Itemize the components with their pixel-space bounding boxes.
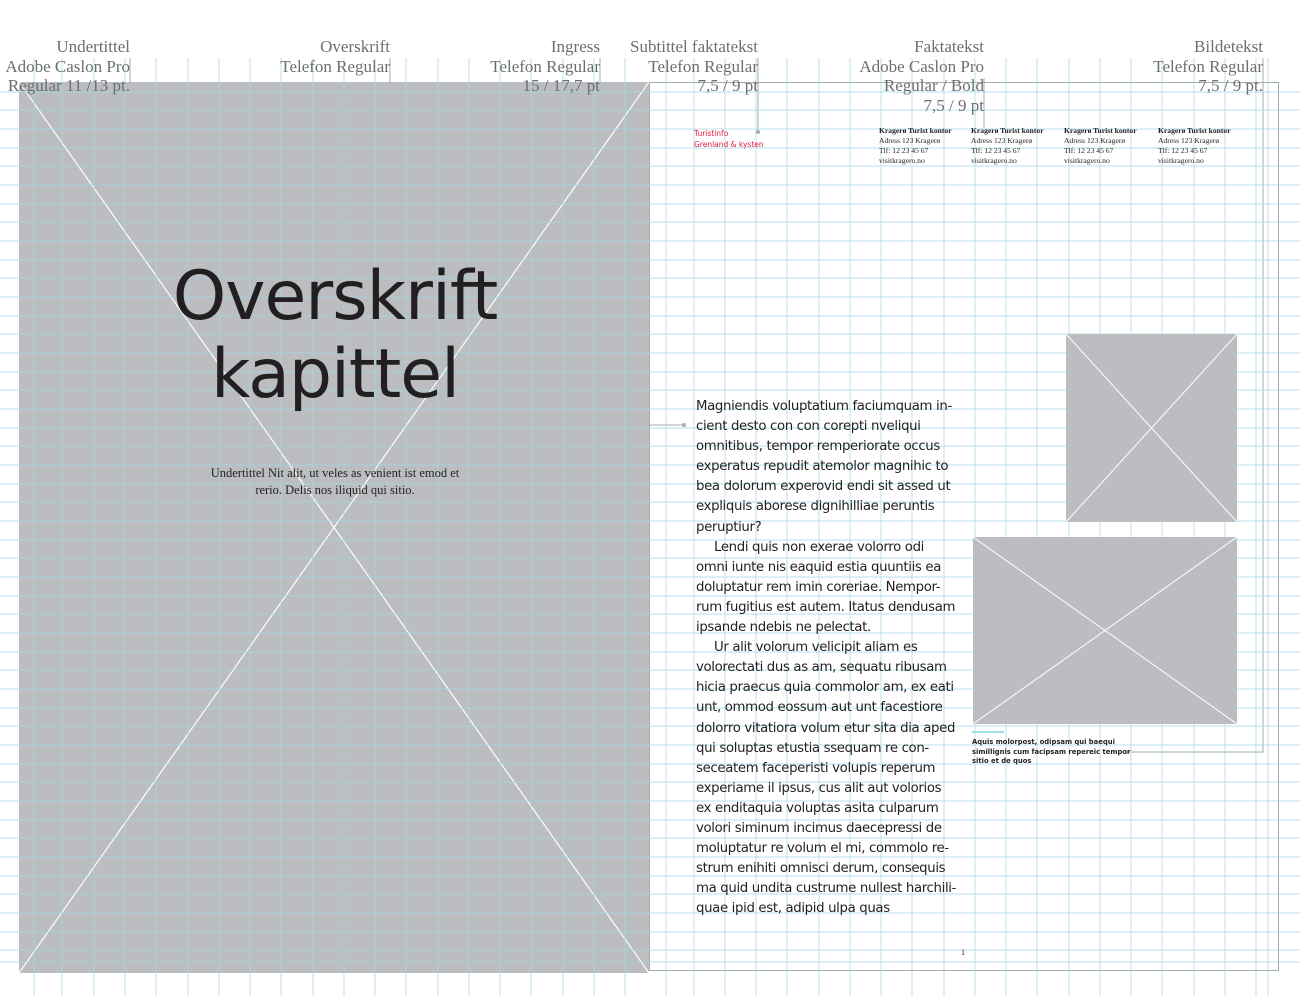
placeholder-cross-icon [973,537,1237,724]
spec-faktatekst: Faktatekst Adobe Caslon Pro Regular / Bold 7,5 / 9 pt [859,37,984,115]
chapter-title-line-1: Overskrift [172,257,498,336]
spec-overskrift: Overskrift Telefon Regular [280,37,390,76]
ingress-paragraph: Magniendis voluptatium faciumquam in-cient desto con con corepti nveliqui omnitibus, tempor remperiorate occus experatus repudit atemolor magnihic to bea dolorum experovid endi sit assed ut expliquis aborese dignihilliae peruntis peruptiur? [696,399,952,535]
image-placeholder-large [973,537,1237,724]
left-page-image-placeholder [19,82,649,973]
body-paragraph: Ur alit volorum velicipit aliam es volorectati dus as am, sequatu ribusam hicia praecus quia commolor am, ex eati unt, ommod eossum aut unt facestiore dolorro vitatiora volum etur sita dia aped qui soluptas etustia ssequam re con-seceatem faceperisti volupis reperum experiame il ipsus, cus alit aut volorios ex enditaquia voluptas asita culparum volori siminum incimus daecepressi de moluptatur re volum el mi, commolo re-strum enihiti omnisci derum, consequis ma quid undita custrume nullest harchili-quae ipid est, adipid ulpa quas [696,640,957,917]
chapter-title-line-2: kapittel [211,335,459,414]
spec-bildetekst: Bildetekst Telefon Regular 7,5 / 9 pt. [1153,37,1263,95]
fact-box: Kragerø Turist kontor Adress 123 Kragerø Tlf: 12 23 45 67 visitkragero.no [1064,126,1137,165]
spec-undertittel: Undertittel Adobe Caslon Pro Regular 11 /13 pt. [5,37,130,95]
image-placeholder-small [1066,334,1237,522]
fact-box: Kragerø Turist kontor Adress 123 Kragerø Tlf: 12 23 45 67 visitkragero.no [971,126,1044,165]
image-caption: Aquis molorpost, odipsam qui baequi simillignis cum facipsam repereic tempor sitio et de quos [972,738,1131,765]
spec-ingress: Ingress Telefon Regular 15 / 17,7 pt [490,37,600,95]
spec-subtittel-faktatekst: Subtittel faktatekst Telefon Regular 7,5 / 9 pt [630,37,758,95]
placeholder-cross-icon [19,82,649,973]
body-paragraph: Lendi quis non exerae volorro odi omni iunte nis eaquid estia quuntiis ea doluptatur rem imin coreriae. Nempor-rum fugitius est autem. Itatus dendusam ipsande ndebis ne pelectat. [696,539,956,636]
chapter-subtitle: Undertittel Nit alit, ut veles as venient ist emod et rerio. Delis nos iliquid qui sitio. [210,466,460,497]
fact-subtitle: Turistinfo Grenland & kysten [694,129,764,149]
fact-box: Kragerø Turist kontor Adress 123 Kragerø Tlf: 12 23 45 67 visitkragero.no [879,126,952,165]
placeholder-cross-icon [1066,334,1237,522]
page-number: 1 [961,948,965,957]
body-text [696,397,959,919]
chapter-title [100,258,570,414]
fact-box: Kragerø Turist kontor Adress 123 Kragerø Tlf: 12 23 45 67 visitkragero.no [1158,126,1231,165]
